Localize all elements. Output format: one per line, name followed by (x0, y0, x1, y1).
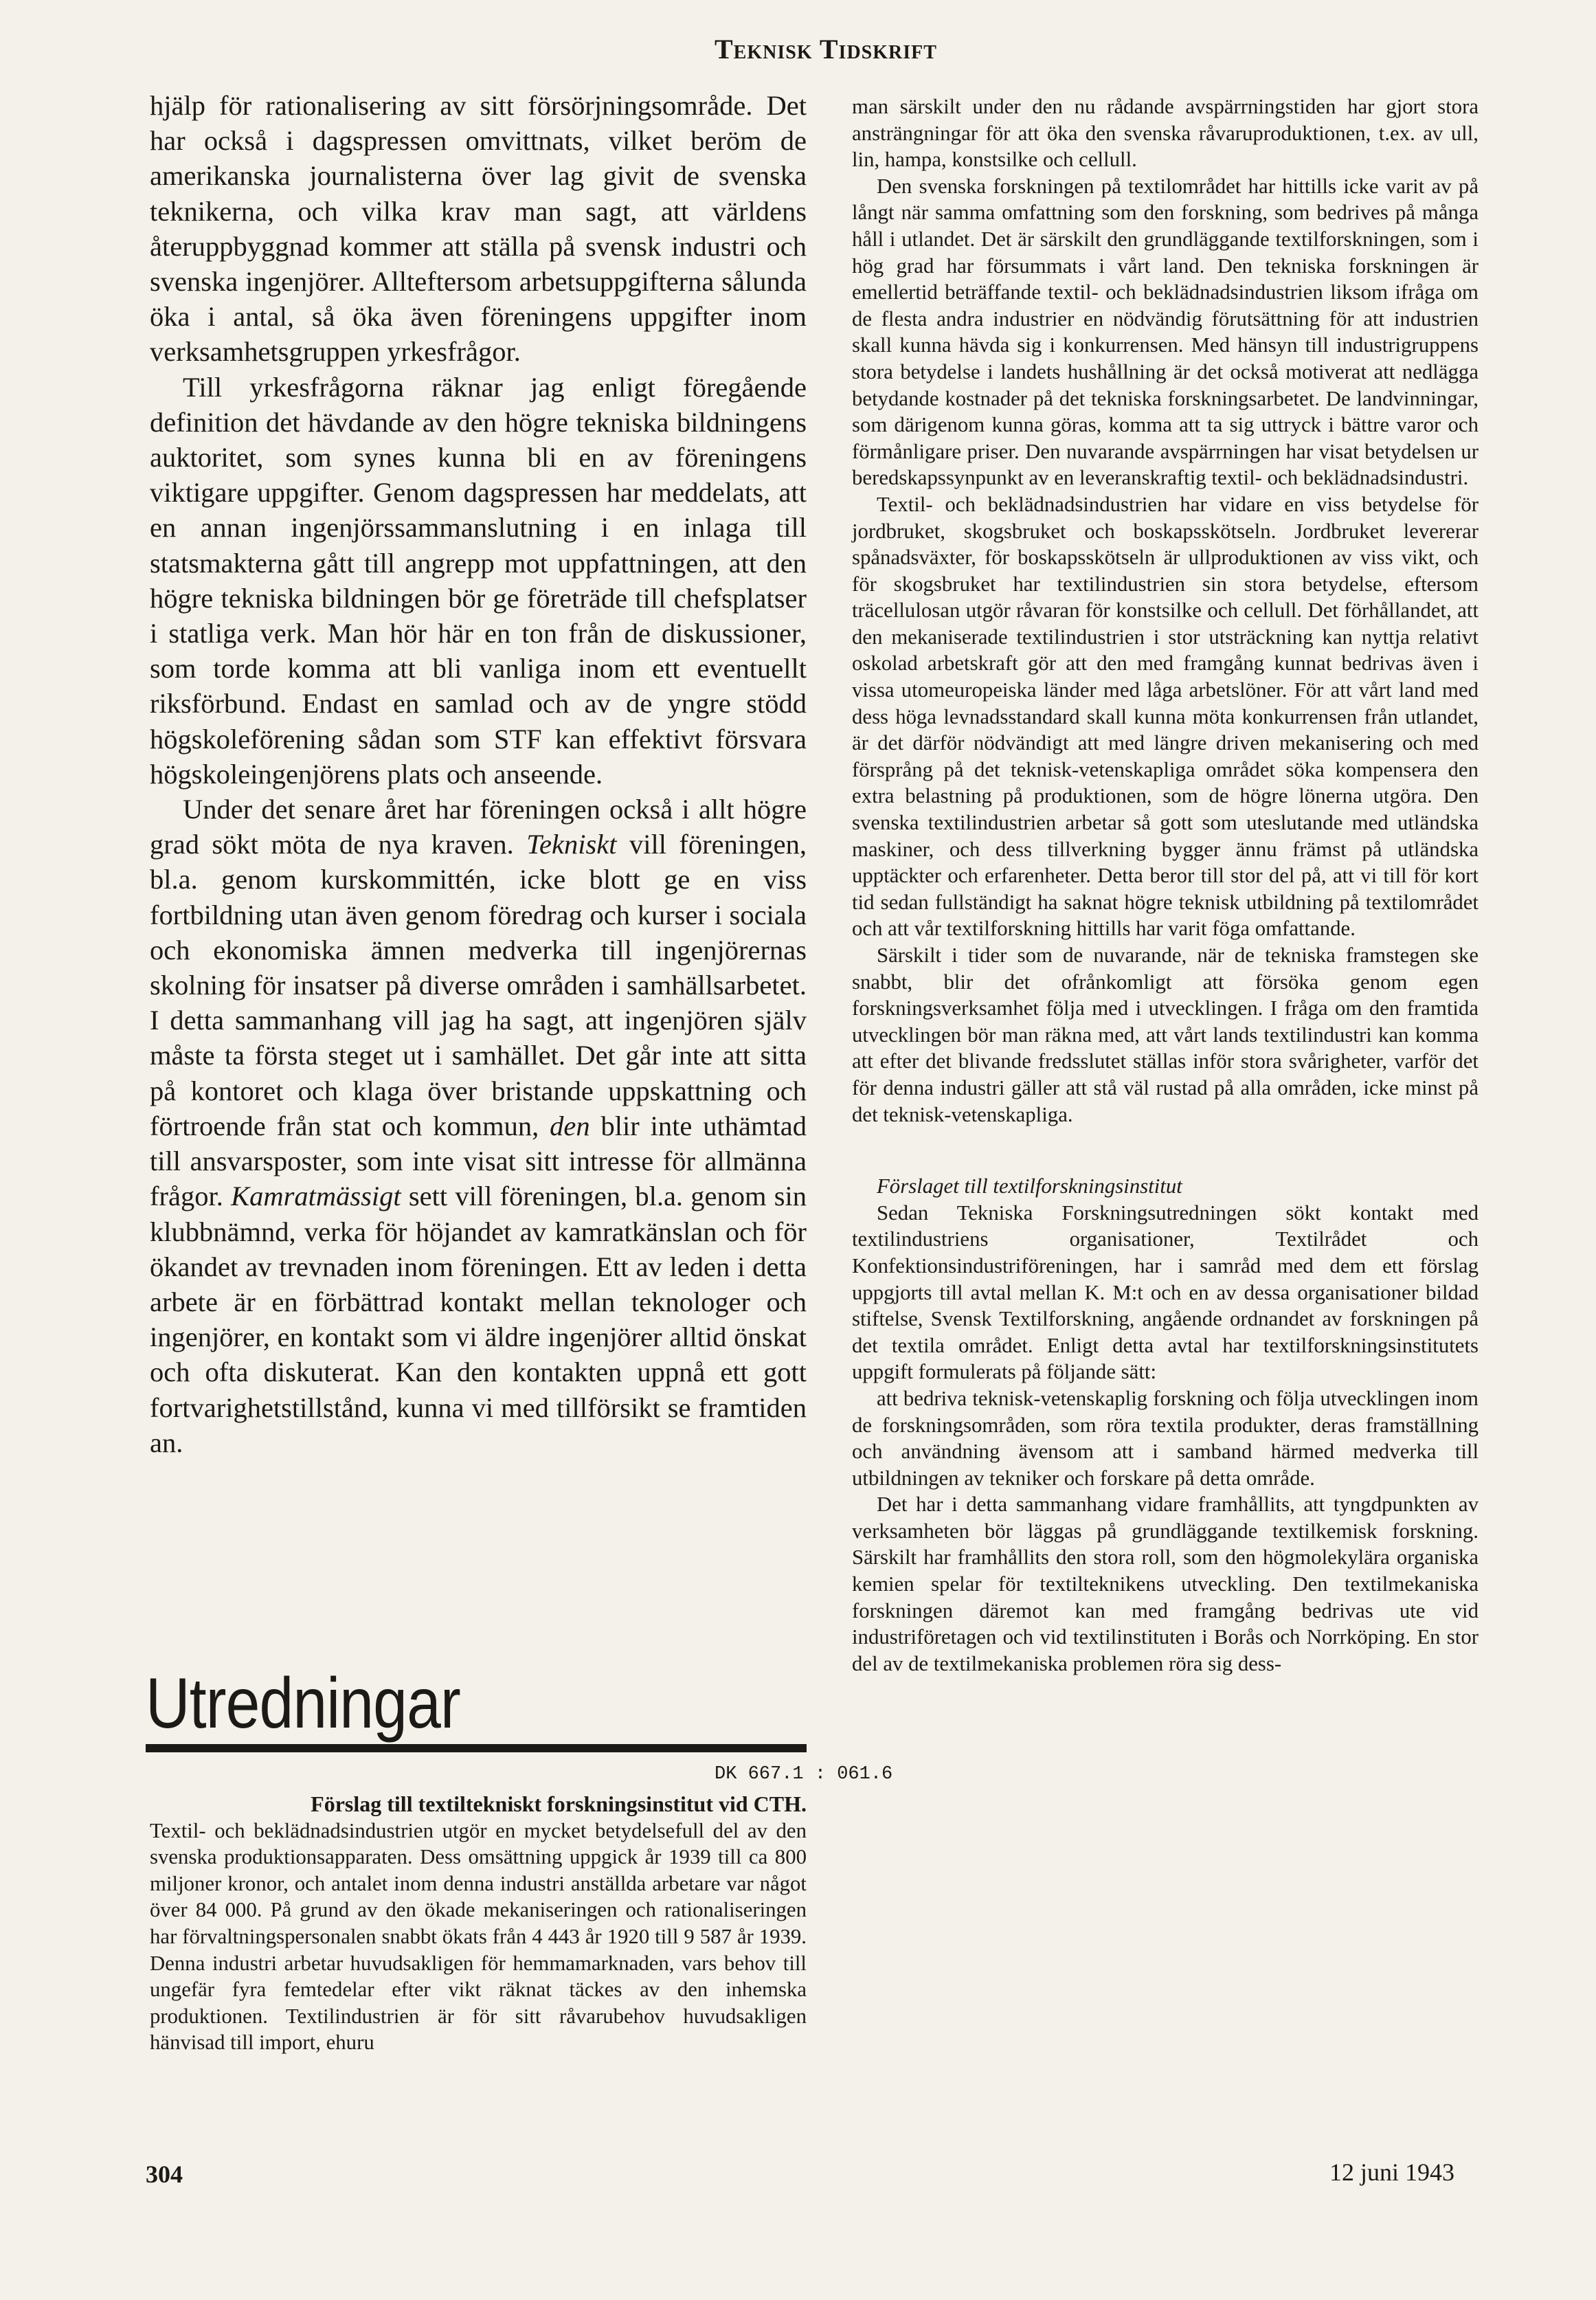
italic-run: den (550, 1110, 590, 1141)
body-paragraph: Sedan Tekniska Forskningsutredningen sökt kontakt med textilindustriens organisationer, Textilrådet och Konfektionsindustriföreningen, har i samråd med dem ett förslag uppgjorts till avtal mellan K. M:t och en av dessa organisationer bildad stiftelse, Svensk Textilforskning, angående ordnandet av forskningen på det textila området. Enligt detta avtal har textilforskningsinstitutets uppgift formulerats på följande sätt: (852, 1201, 1479, 1384)
body-paragraph (150, 792, 807, 1460)
body-paragraph: Den svenska forskningen på textilområdet har hittills icke varit av på långt när samma omfattning som den forskning, som bedrives på många håll i utlandet. Det är särskilt den grundläggande textilforskningen, som i hög grad har försummats i vårt land. Den tekniska forskningen är emellertid beträffande textil- och beklädnadsindustrien liksom ifråga om de flesta andra industrier en nödvändig förutsättning för att industrien skall kunna hävda sig i konkurrensen. Med hänsyn till industrigruppens stora betydelse i landets hushållning är det också motiverat att nedlägga betydande kostnader på det tekniska forskningsarbetet. De landvinningar, som därigenom kunna göras, komma att ta sig uttryck i bättre varor och förmånligare priser. Den nuvarande avspärrningen har visat betydelsen ur beredskapssynpunkt av en leveranskraftig textil- och beklädnadsindustri. (852, 174, 1479, 490)
text-run: sett vill föreningen, bl.a. genom sin klubbnämnd, verka för höjandet av kamratkänslan och för ökandet av trevnaden inom föreningen. Ett av leden i detta arbete är en förbättrad kontakt mellan teknologer och ingenjörer, en kontakt som vi äldre ingenjörer alltid önskat och ofta diskuterat. Kan den kontakten uppnå ett gott fortvarighetstillstånd, kunna vi med tillförsikt se framtiden an. (150, 1181, 807, 1458)
subheading: Förslaget till textilforskningsinstitut (877, 1174, 1182, 1198)
body-paragraph: Särskilt i tider som de nuvarande, när de tekniska framstegen ske snabbt, blir det ofrånkomligt att försöka genom egen forskningsverksamhet följa med i utvecklingen. I fråga om den framtida utvecklingen bör man räkna med, att vårt lands textilindustri kan komma att efter det blivande fredsslutet ställas inför stora svårigheter, varför det för denna industri gäller att stå väl rustad på alla områden, icke minst på det teknisk-vetenskapliga. (852, 944, 1479, 1126)
body-paragraph: att bedriva teknisk-vetenskaplig forskning och följa utvecklingen inom de forskningsområden, som röra textila produkter, deras framställning och användning ävensom att i samband härmed medverka till utbildningen av tekniker och forskare på detta område. (852, 1386, 1479, 1490)
udc-code: DK 667.1 : 061.6 (715, 1764, 893, 1785)
issue-date: 12 juni 1943 (1329, 2158, 1455, 2186)
page-number: 304 (146, 2161, 183, 2188)
left-column (150, 88, 807, 1460)
article-intro: Textil- och beklädnadsindustrien utgör en mycket betydelsefull del av den svenska produktionsapparaten. Dess omsättning uppgick år 1939 till ca 800 miljoner kronor, och antalet inom denna industri anställda arbetare var något över 84 000. På grund av den ökade mekaniseringen och rationaliseringen har förvaltningspersonalen snabbt ökats från 4 443 år 1920 till 9 587 år 1939. Denna industri arbetar huvudsakligen för hemmamarknaden, vars behov till ungefär fyra femtedelar efter vikt räknat täckes av den inhemska produktionen. Textilindustrien är för sitt råvarubehov huvudsakligen hänvisad till import, ehuru (150, 1818, 807, 2055)
body-paragraph: Till yrkesfrågorna räknar jag enligt föregående definition det hävdande av den högre tekniska bildningens auktoritet, som synes kunna bli en av föreningens viktigare uppgifter. Genom dagspressen har meddelats, att en annan ingenjörssammanslutning i en inlaga till statsmakterna gått till angrepp mot uppfattningen, att den högre tekniska bildningen bör ge företräde till chefsplatser i statliga verk. Man hör här en ton från de diskussioner, som torde komma att bli vanliga inom ett eventuellt riksförbund. Endast en samlad och av de yngre stödd högskoleförening sådan som STF kan effektivt försvara högskoleingenjörens plats och anseende. (150, 371, 807, 790)
running-head: Teknisk Tidskrift (715, 34, 937, 65)
body-paragraph: hjälp för rationalisering av sitt försörjningsområde. Det har också i dagspressen omvittnats, vilket beröm de amerikanska journalisterna över lag givit de svenska teknikerna, och vilka krav man sagt, att världens återuppbyggnad kommer att ställa på svensk industri och svenska ingenjörer. Allteftersom arbetsuppgifterna sålunda öka i antal, så öka även föreningens uppgifter inom verksamhetsgruppen yrkesfrågor. (150, 90, 807, 368)
article-heading: Förslag till textiltekniskt forskningsinstitut vid CTH. (311, 1791, 807, 1816)
right-column (852, 93, 1479, 1677)
section-title: Utredningar (146, 1664, 460, 1743)
section-rule (146, 1744, 807, 1752)
body-paragraph: Det har i detta sammanhang vidare framhållits, att tyngdpunkten av verksamheten bör läggas på grundläggande textilkemisk forskning. Särskilt har framhållits den stora roll, som den högmolekylära organiska kemien spelar för textilteknikens utveckling. Den textilmekaniska forskningen däremot kan med framgång bedrivas ute vid industriföretagen och vid textilinstituten i Borås och Norrköping. En stor del av de textilmekaniska problemen röra sig dess- (852, 1493, 1479, 1675)
text-run: vill föreningen, bl.a. genom kurskommittén, icke blott ge en viss fortbildning utan även genom föredrag och kurser i sociala och ekonomiska ämnen medverka till ingenjörernas skolning för insatser på diverse områden i samhällsarbetet. I detta sammanhang vill jag ha sagt, att ingenjören själv måste ta första steget ut i samhället. Det går inte att sitta på kontoret och klaga över bristande uppskattning och förtroende från stat och kommun, (150, 829, 807, 1141)
article-intro-block (150, 1791, 807, 2056)
body-paragraph: Textil- och beklädnadsindustrien har vidare en viss betydelse för jordbruket, skogsbruket och boskapsskötseln. Jordbruket levererar spånadsväxter, för boskapsskötseln är ullproduktionen av viss vikt, och för skogsbruket har textilindustrien sin stora betydelse, eftersom träcellulosan utgör råvaran för konstsilke och cellull. Det förhållandet, att den mekaniserade textilindustrien i stor utsträckning kan nyttja relativt oskolad arbetskraft gör att den med framgång kunnat bedrivas även i vissa utomeuropeiska länder med låga arbetslöner. För att vårt land med dess höga levnadsstandard skall kunna möta konkurrensen från utlandet, är det därför nödvändigt att med längre driven mekanisering och med försprång på det teknisk-vetenskapliga området söka kompensera den extra belastning på produktionen, som de högre lönerna utgöra. Den svenska textilindustrien arbetar så gott som uteslutande med utländska maskiner, och dess tillverkning bygger ännu främst på utländska upptäckter och erfarenheter. Detta beror till stor del på, att vi till för kort tid sedan fullständigt ha saknat högre teknisk utbildning på textilområdet och att vår textilforskning hittills har varit föga omfattande. (852, 492, 1479, 941)
body-paragraph: man särskilt under den nu rådande avspärrningstiden har gjort stora ansträngningar för att öka den svenska råvaruproduktionen, t.ex. av ull, lin, hampa, konstsilke och cellull. (852, 95, 1479, 172)
text-run: Under det senare året har föreningen också i allt högre grad sökt möta de nya kraven. (150, 794, 807, 860)
italic-run: Kamratmässigt (231, 1181, 401, 1212)
italic-run: Tekniskt (526, 829, 617, 860)
text-run: blir inte uthämtad till ansvarsposter, som inte visat sitt intresse för allmänna frågor. (150, 1110, 807, 1212)
